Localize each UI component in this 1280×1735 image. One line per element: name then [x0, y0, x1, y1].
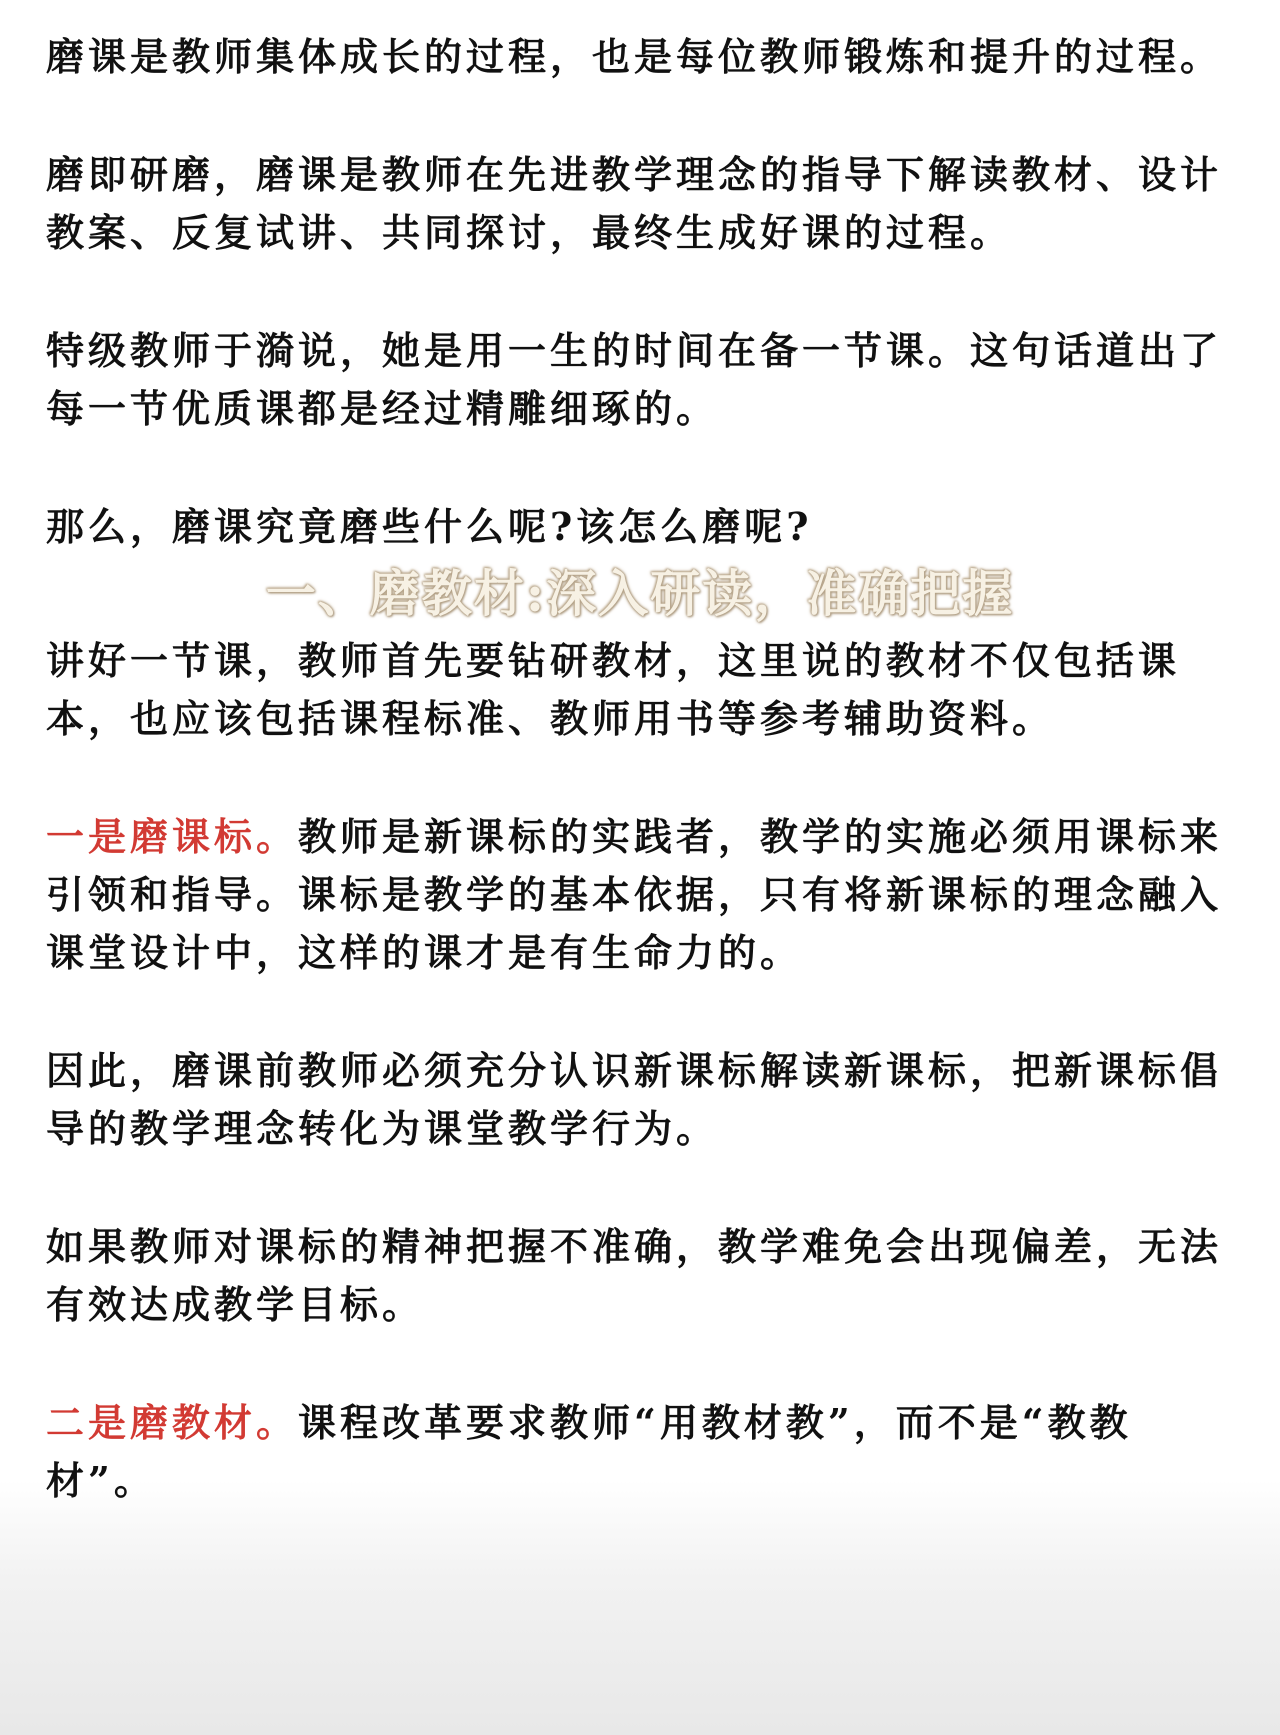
body-textbook: 课程改革要求教师“用教材教”，而不是“教教材”。 — [46, 1400, 1132, 1503]
paragraph-question: 那么，磨课究竟磨些什么呢?该怎么磨呢? — [46, 504, 813, 549]
body-curriculum-standard: 教师是新课标的实践者，教学的实施必须用课标来引领和指导。课标是教学的基本依据，只有将新课标的理念融入课堂设计中，这样的课才是有生命力的。 — [46, 814, 1223, 975]
paragraph-quote: 特级教师于漪说，她是用一生的时间在备一节课。这句话道出了每一节优质课都是经过精雕细琢的。 — [46, 328, 1223, 431]
paragraph-intro: 磨课是教师集体成长的过程，也是每位教师锻炼和提升的过程。 — [46, 34, 1223, 79]
lead-curriculum-standard: 一是磨课标。 — [46, 814, 299, 859]
paragraph-textbook-study: 讲好一节课，教师首先要钻研教材，这里说的教材不仅包括课本，也应该包括课程标准、教师用书等参考辅助资料。 — [46, 638, 1181, 741]
paragraph-definition: 磨即研磨，磨课是教师在先进教学理念的指导下解读教材、设计教案、反复试讲、共同探讨，最终生成好课的过程。 — [46, 152, 1223, 255]
paragraph-therefore: 因此，磨课前教师必须充分认识新课标解读新课标，把新课标倡导的教学理念转化为课堂教学行为。 — [46, 1048, 1223, 1151]
section-heading-1: 一、磨教材:深入研读，准确把握 — [265, 564, 1015, 623]
paragraph-curriculum-standard — [46, 808, 1234, 982]
lead-textbook: 二是磨教材。 — [46, 1400, 299, 1445]
paragraph-deviation: 如果教师对课标的精神把握不准确，教学难免会出现偏差，无法有效达成教学目标。 — [46, 1224, 1223, 1327]
paragraph-textbook — [46, 1394, 1234, 1510]
